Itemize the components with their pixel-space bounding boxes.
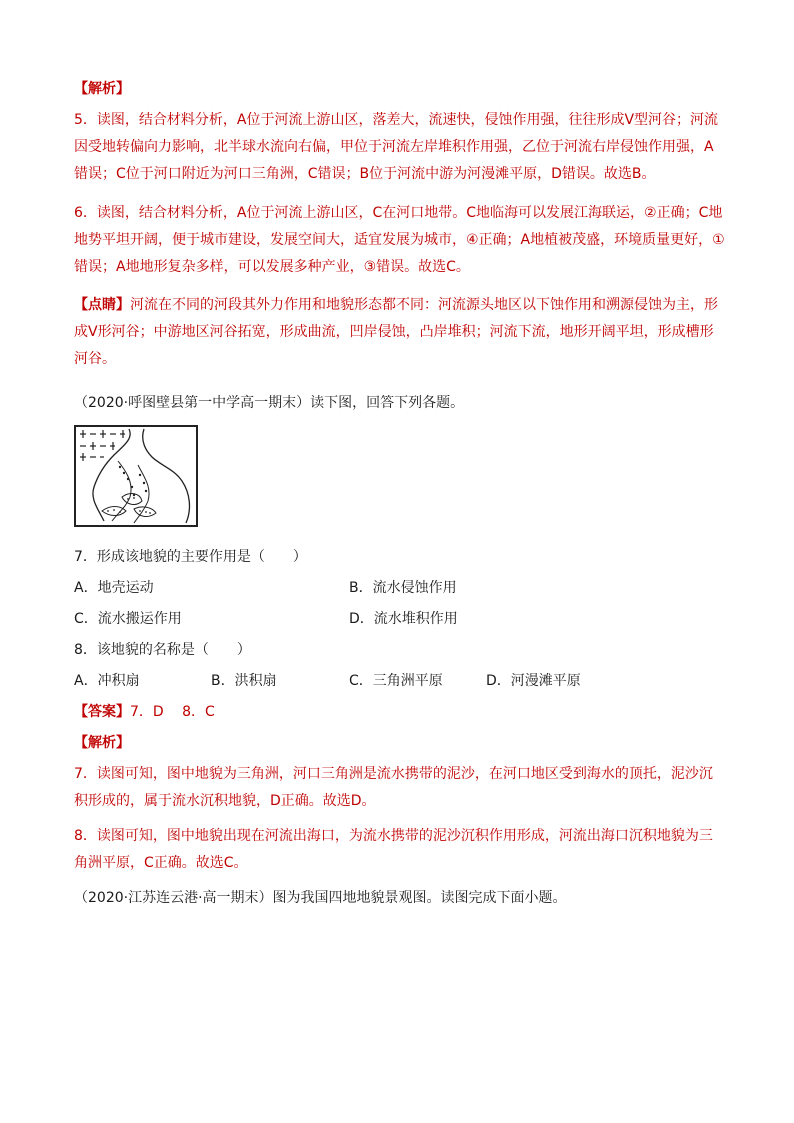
q7-option-c: C．流水搬运作用 [74,611,182,627]
q7-option-b: B．流水侵蚀作用 [349,580,457,596]
explanation-q6: 6．读图，结合材料分析，A位于河流上游山区，C在河口地带。C地临海可以发展江海联运，②正确；C地地势平坦开阔，便于城市建设，发展空间大，适宜发展为城市，④正确；A地植被茂盛，环境质量更好，①错误；A地地形复杂多样，可以发展多种产业，③错误。故选C。 [74,205,725,275]
q8-option-d: D．河漫滩平原 [486,673,581,689]
q8-option-a: A．冲积扇 [74,673,140,689]
q7-option-a: A．地壳运动 [74,580,154,596]
explanation-q5: 5．读图，结合材料分析，A位于河流上游山区，落差大，流速快，侵蚀作用强，往往形成V型河谷；河流因受地转偏向力影响，北半球水流向右偏，甲位于河流左岸堆积作用强，乙位于河流右岸侵蚀作用强，A错误；C位于河口附近为河口三角洲，C错误；B位于河流中游为河漫滩平原，D错误。故选B。 [74,112,719,182]
answer-text: 7．D 8．C [130,704,215,720]
question-8-stem: 8．该地貌的名称是（ ） [74,642,251,658]
answer-line [74,699,726,726]
source-line-1: （2020·呼图壁县第一中学高一期末）读下图，回答下列各题。 [74,395,465,411]
analysis-heading-2: 【解析】 [74,735,130,751]
explanation-q7: 7．读图可知，图中地貌为三角洲，河口三角洲是流水携带的泥沙，在河口地区受到海水的顶托，泥沙沉积形成的，属于流水沉积地貌，D正确。故选D。 [74,766,713,809]
q7-option-d: D．流水堆积作用 [349,611,458,627]
q8-option-b: B．洪积扇 [211,673,277,689]
answer-tag: 【答案】 [74,704,130,720]
key-point [74,292,726,373]
explanation-q8: 8．读图可知，图中地貌出现在河流出海口，为流水携带的泥沙沉积作用形成，河流出海口沉积地貌为三角洲平原，C正确。故选C。 [74,828,713,871]
delta-map-figure [74,425,198,527]
analysis-heading-1: 【解析】 [74,81,130,97]
question-7-stem: 7．形成该地貌的主要作用是（ ） [74,549,307,565]
q8-option-c: C．三角洲平原 [349,673,443,689]
key-point-tag: 【点睛】 [74,297,130,313]
key-point-text: 河流在不同的河段其外力作用和地貌形态都不同：河流源头地区以下蚀作用和溯源侵蚀为主，形成V形河谷；中游地区河谷拓宽，形成曲流，凹岸侵蚀，凸岸堆积；河流下流，地形开阔平坦，形成槽形河谷。 [74,297,718,367]
source-line-2: （2020·江苏连云港·高一期末）图为我国四地地貌景观图。读图完成下面小题。 [74,890,567,906]
